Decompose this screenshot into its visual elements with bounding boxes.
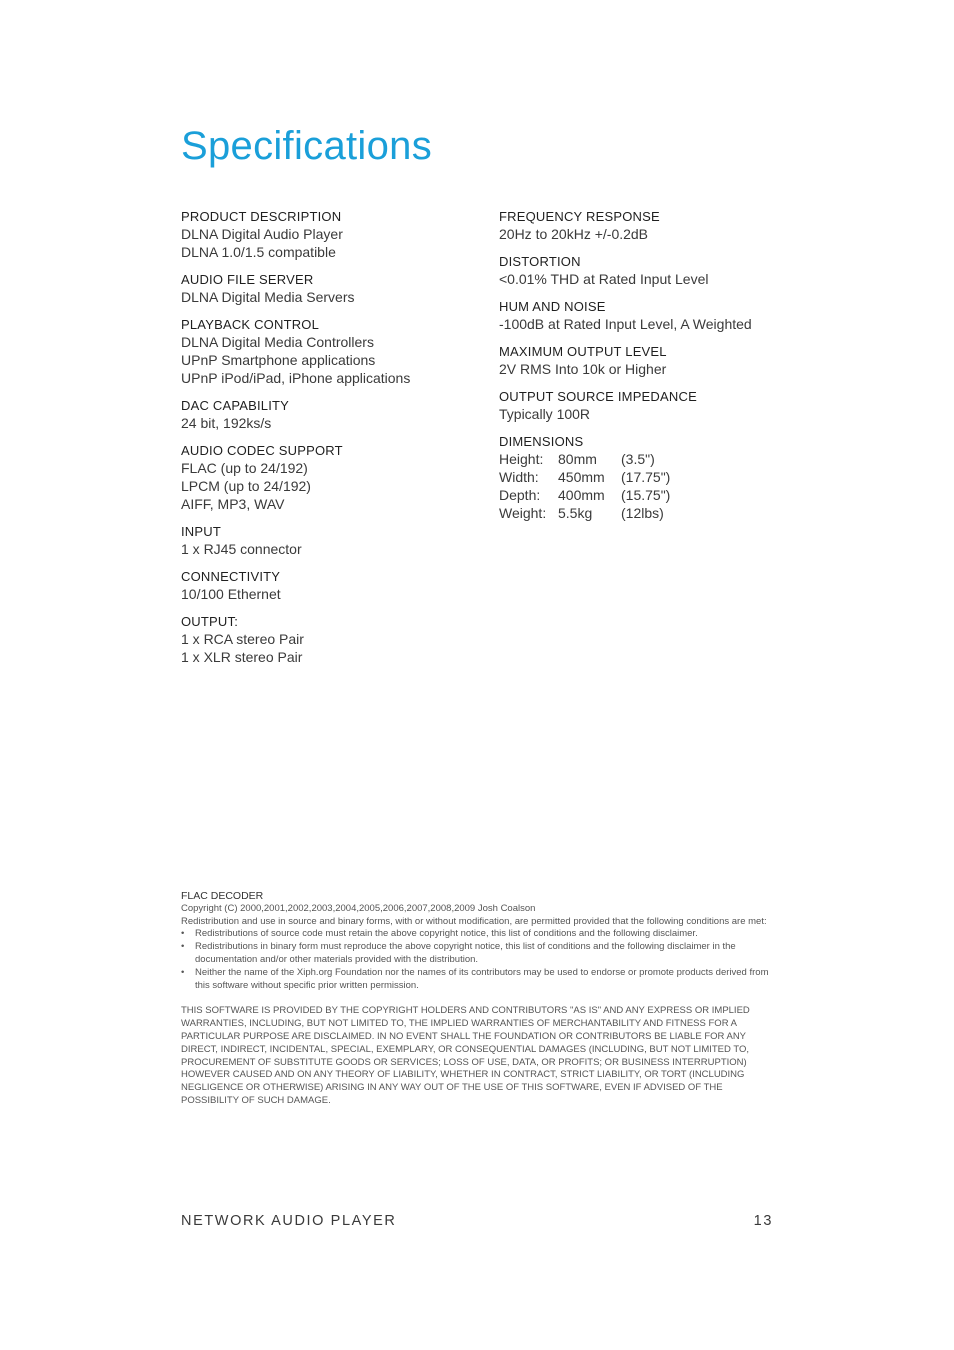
spec-value: 20Hz to 20kHz +/-0.2dB	[499, 226, 649, 242]
spec-value: DLNA Digital Media Servers	[181, 289, 355, 305]
spec-dac-capability	[181, 397, 481, 432]
page-number: 13	[753, 1213, 773, 1229]
spec-heading: DAC CAPABILITY	[181, 398, 290, 413]
spec-value: 1 x RCA stereo Pair	[181, 631, 304, 647]
spec-heading: CONNECTIVITY	[181, 569, 281, 584]
license-condition	[181, 941, 771, 967]
dimension-row-width	[499, 468, 799, 486]
spec-heading: MAXIMUM OUTPUT LEVEL	[499, 344, 667, 359]
spec-value: AIFF, MP3, WAV	[181, 496, 285, 512]
dimension-row-weight	[499, 504, 799, 522]
spec-heading: DIMENSIONS	[499, 434, 584, 449]
license-condition	[181, 967, 771, 993]
spec-value: DLNA Digital Audio Player	[181, 226, 343, 242]
spec-value: <0.01% THD at Rated Input Level	[499, 271, 709, 287]
spec-value: Typically 100R	[499, 406, 591, 422]
dimension-imperial: (12lbs)	[621, 505, 664, 521]
spec-audio-file-server	[181, 271, 481, 306]
left-spec-column	[181, 208, 481, 676]
spec-distortion	[499, 253, 799, 288]
flac-license-notice	[181, 890, 771, 1108]
spec-heading: AUDIO CODEC SUPPORT	[181, 443, 343, 458]
spec-value: UPnP iPod/iPad, iPhone applications	[181, 370, 411, 386]
spec-value: DLNA Digital Media Controllers	[181, 334, 374, 350]
spec-hum-and-noise	[499, 298, 799, 333]
page-footer	[181, 1213, 773, 1229]
spec-value: -100dB at Rated Input Level, A Weighted	[499, 316, 752, 332]
dimension-row-depth	[499, 486, 799, 504]
dimension-row-height	[499, 450, 799, 468]
spec-value: LPCM (up to 24/192)	[181, 478, 311, 494]
bullet-icon: •	[181, 966, 185, 978]
spec-value: UPnP Smartphone applications	[181, 352, 376, 368]
license-copyright: Copyright (C) 2000,2001,2002,2003,2004,2005,2006,2007,2008,2009 Josh Coalson	[181, 902, 536, 914]
dimension-imperial: (17.75")	[621, 469, 671, 485]
spec-value: 2V RMS Into 10k or Higher	[499, 361, 667, 377]
license-disclaimer: THIS SOFTWARE IS PROVIDED BY THE COPYRIGHT HOLDERS AND CONTRIBUTORS "AS IS" AND ANY EXPRESS OR IMPLIED WARRANTIES, INCLUDING, BUT NOT LIMITED TO, THE IMPLIED WARRANTIES OF MERCHANTABILITY AND FITNESS FOR A PARTICULAR PURPOSE ARE DISCLAIMED. IN NO EVENT SHALL THE FOUNDATION OR CONTRIBUTORS BE LIABLE FOR ANY DIRECT, INDIRECT, INCIDENTAL, SPECIAL, EXEMPLARY, OR CONSEQUENTIAL DAMAGES (INCLUDING, BUT NOT LIMITED TO, PROCUREMENT OF SUBSTITUTE GOODS OR SERVICES; LOSS OF USE, DATA, OR PROFITS; OR BUSINESS INTERRUPTION) HOWEVER CAUSED AND ON ANY THEORY OF LIABILITY, WHETHER IN CONTRACT, STRICT LIABILITY, OR TORT (INCLUDING NEGLIGENCE OR OTHERWISE) ARISING IN ANY WAY OUT OF THE USE OF THIS SOFTWARE, EVEN IF ADVISED OF THE POSSIBILITY OF SUCH DAMAGE.	[181, 1005, 750, 1106]
spec-heading: HUM AND NOISE	[499, 299, 606, 314]
dimension-imperial: (3.5")	[621, 451, 655, 467]
bullet-icon: •	[181, 941, 185, 953]
dimension-metric: 5.5kg	[558, 505, 593, 521]
license-conditions	[181, 928, 771, 992]
dimension-metric: 400mm	[558, 487, 605, 503]
license-heading: FLAC DECODER	[181, 890, 264, 902]
right-spec-column	[499, 208, 799, 532]
spec-heading: INPUT	[181, 524, 221, 539]
license-condition-text: Neither the name of the Xiph.org Foundation nor the names of its contributors may be used to endorse or promote products derived from this software without specific prior written permission.	[195, 966, 769, 991]
spec-heading: OUTPUT SOURCE IMPEDANCE	[499, 389, 697, 404]
spec-input	[181, 523, 481, 558]
dimension-imperial: (15.75")	[621, 487, 671, 503]
spec-audio-codec-support	[181, 442, 481, 513]
spec-heading: PRODUCT DESCRIPTION	[181, 209, 342, 224]
spec-value: 24 bit, 192ks/s	[181, 415, 272, 431]
footer-product-name: NETWORK AUDIO PLAYER	[181, 1213, 397, 1229]
license-intro: Redistribution and use in source and binary forms, with or without modification, are permitted provided that the following conditions are met:	[181, 915, 767, 927]
dimension-label: Weight:	[499, 505, 547, 521]
spec-output	[181, 613, 481, 666]
spec-value: 10/100 Ethernet	[181, 586, 281, 602]
spec-product-description	[181, 208, 481, 261]
page-title: Specifications	[181, 124, 432, 168]
license-condition	[181, 928, 771, 941]
dimension-label: Depth:	[499, 487, 541, 503]
spec-playback-control	[181, 316, 481, 387]
spec-heading: AUDIO FILE SERVER	[181, 272, 314, 287]
spec-value: FLAC (up to 24/192)	[181, 460, 308, 476]
dimension-metric: 80mm	[558, 451, 597, 467]
spec-value: 1 x RJ45 connector	[181, 541, 302, 557]
license-condition-text: Redistributions of source code must retain the above copyright notice, this list of conditions and the following disclaimer.	[195, 928, 698, 940]
dimension-label: Width:	[499, 469, 539, 485]
spec-heading: FREQUENCY RESPONSE	[499, 209, 660, 224]
spec-heading: DISTORTION	[499, 254, 581, 269]
spec-dimensions	[499, 433, 799, 522]
dimension-metric: 450mm	[558, 469, 605, 485]
dimension-label: Height:	[499, 451, 544, 467]
spec-maximum-output-level	[499, 343, 799, 378]
license-condition-text: Redistributions in binary form must reproduce the above copyright notice, this list of conditions and the following disclaimer in the documentation and/or other materials provided with the distribution.	[195, 941, 736, 965]
spec-frequency-response	[499, 208, 799, 243]
spec-output-source-impedance	[499, 388, 799, 423]
spec-heading: OUTPUT:	[181, 614, 239, 629]
spec-value: DLNA 1.0/1.5 compatible	[181, 244, 336, 260]
spec-value: 1 x XLR stereo Pair	[181, 649, 303, 665]
spec-connectivity	[181, 568, 481, 603]
bullet-icon: •	[181, 928, 185, 940]
spec-heading: PLAYBACK CONTROL	[181, 317, 320, 332]
